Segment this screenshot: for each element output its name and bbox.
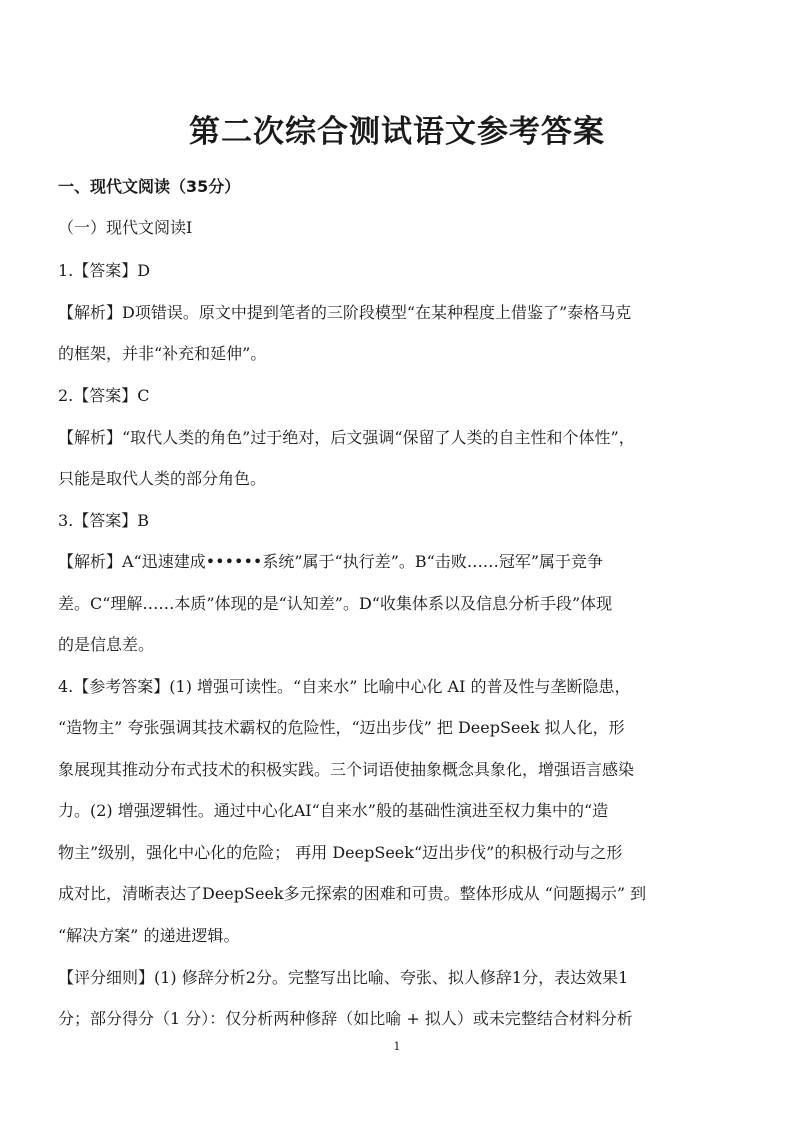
reference-answer-line: 象展现其推动分布式技术的积极实践。三个词语使抽象概念具象化，增强语言感染: [58, 760, 635, 779]
reference-answer-line: 物主”级别，强化中心化的危险； 再用 DeepSeek“迈出步伐”的积极行动与之形: [58, 843, 623, 862]
page-title: 第二次综合测试语文参考答案: [189, 114, 605, 150]
answer-line: 2.【答案】C: [58, 386, 150, 405]
analysis-line: 的是信息差。: [58, 635, 155, 654]
analysis-line: 差。C“理解……本质”体现的是“认知差”。D“收集体系以及信息分析手段”体现: [58, 594, 613, 613]
answer-line: 1.【答案】D: [58, 261, 151, 280]
scoring-rule-line: 分；部分得分（1 分）：仅分析两种修辞（如比喻 + 拟人）或未完整结合材料分析: [58, 1009, 633, 1028]
reference-answer-line: 4.【参考答案】(1) 增强可读性。“自来水” 比喻中心化 AI 的普及性与垄断隐患，: [58, 677, 631, 696]
page-number: 1: [393, 1040, 401, 1053]
reference-answer-line: 成对比，清晰表达了DeepSeek多元探索的困难和可贵。整体形成从 “问题揭示” 到: [58, 884, 647, 903]
reference-answer-line: “造物主” 夸张强调其技术霸权的危险性，“迈出步伐” 把 DeepSeek 拟人化，形: [58, 718, 625, 737]
scoring-rule-line: 【评分细则】(1) 修辞分析2分。完整写出比喻、夸张、拟人修辞1分，表达效果1: [58, 968, 629, 987]
analysis-line: 【解析】A“迅速建成••••••系统”属于“执行差”。B“击败……冠军”属于竞争: [58, 552, 604, 571]
section-heading: 一、现代文阅读（35分）: [58, 177, 241, 196]
analysis-line: 只能是取代人类的部分角色。: [58, 469, 267, 488]
subsection-heading: （一）现代文阅读Ⅰ: [58, 218, 193, 237]
analysis-line: 的框架，并非“补充和延伸”。: [58, 344, 267, 363]
answer-line: 3.【答案】B: [58, 511, 150, 530]
reference-answer-line: 力。(2) 增强逻辑性。通过中心化AI“自来水”般的基础性演进至权力集中的“造: [58, 801, 609, 820]
reference-answer-line: “解决方案” 的递进逻辑。: [58, 926, 240, 945]
analysis-line: 【解析】“取代人类的角色”过于绝对，后文强调“保留了人类的自主性和个体性”，: [58, 428, 635, 447]
analysis-line: 【解析】D项错误。原文中提到笔者的三阶段模型“在某种程度上借鉴了”泰格马克: [58, 303, 632, 322]
